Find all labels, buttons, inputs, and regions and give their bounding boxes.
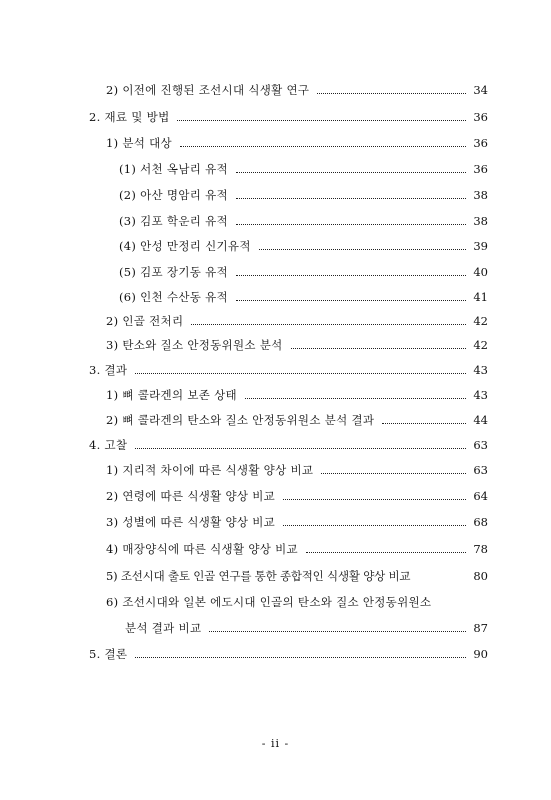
toc-entry	[106, 563, 488, 583]
dot-leader	[306, 552, 466, 553]
toc-entry-page: 63	[473, 463, 488, 477]
toc-entry-page: 42	[473, 314, 488, 328]
toc-entry-label: 3. 결과	[89, 363, 128, 377]
dot-leader	[291, 348, 466, 349]
toc-entry	[89, 104, 488, 124]
toc-entry-page: 90	[473, 647, 488, 661]
toc-entry	[89, 432, 488, 452]
toc-entry-label: 2) 연령에 따른 식생활 양상 비교	[106, 489, 276, 503]
toc-entry-page: 41	[473, 290, 488, 304]
toc-entry-label: (4) 안성 만정리 신기유적	[119, 239, 251, 253]
dot-leader	[236, 300, 466, 301]
toc-entry	[119, 233, 488, 253]
toc-entry-label: (3) 김포 학운리 유적	[119, 214, 228, 228]
dot-leader	[191, 324, 466, 325]
toc-entry-label: 2) 이전에 진행된 조선시대 식생활 연구	[106, 83, 310, 97]
toc-entry-label: (6) 인천 수산동 유적	[119, 290, 228, 304]
toc-entry-label: 5) 조선시대 출토 인골 연구를 통한 종합적인 식생활 양상 비교	[106, 569, 411, 583]
toc-entry-label: 5. 결론	[89, 647, 128, 661]
toc-entry-label: 1) 지리적 차이에 따른 식생활 양상 비교	[106, 463, 314, 477]
dot-leader	[317, 93, 466, 94]
toc-entry	[119, 259, 488, 279]
toc-entry	[106, 382, 488, 402]
dot-leader	[135, 448, 466, 449]
toc-entry-label: 6) 조선시대와 일본 에도시대 인골의 탄소와 질소 안정동위원소	[106, 595, 432, 609]
toc-entry	[125, 615, 488, 635]
toc-entry	[119, 208, 488, 228]
toc-entry-label: 2) 뼈 콜라겐의 탄소와 질소 안정동위원소 분석 결과	[106, 413, 375, 427]
toc-entry-label: 1) 뼈 콜라겐의 보존 상태	[106, 388, 237, 402]
toc-entry-page: 40	[473, 265, 488, 279]
dot-leader	[236, 275, 466, 276]
toc-entry-label: 2) 인골 전처리	[106, 314, 184, 328]
dot-leader	[321, 473, 466, 474]
toc-entry	[106, 308, 488, 328]
toc-entry-page: 68	[473, 515, 488, 529]
toc-entry	[106, 457, 488, 477]
toc-entry	[106, 332, 488, 352]
dot-leader	[259, 249, 466, 250]
toc-entry-label: 3) 탄소와 질소 안정동위원소 분석	[106, 338, 283, 352]
dot-leader	[283, 499, 466, 500]
toc-entry-label: 분석 결과 비교	[125, 621, 202, 635]
toc-entry	[106, 483, 488, 503]
dot-leader	[236, 224, 466, 225]
toc-entry	[119, 182, 488, 202]
toc-entry-page: 44	[473, 413, 488, 427]
toc-entry-label: 4) 매장양식에 따른 식생활 양상 비교	[106, 542, 298, 556]
toc-entry-page: 36	[473, 136, 488, 150]
toc-entry-page: 42	[473, 338, 488, 352]
toc-entry-page: 34	[473, 83, 488, 97]
toc-entry	[106, 407, 488, 427]
dot-leader	[135, 657, 466, 658]
dot-leader	[236, 198, 466, 199]
toc-entry-page: 80	[473, 569, 488, 583]
dot-leader	[209, 631, 466, 632]
dot-leader	[135, 373, 466, 374]
dot-leader	[236, 172, 466, 173]
dot-leader	[245, 398, 466, 399]
toc-entry-page: 39	[473, 239, 488, 253]
toc-entry-label: (2) 아산 명암리 유적	[119, 188, 228, 202]
toc-entry	[89, 641, 488, 661]
toc-entry-label: 1) 분석 대상	[106, 136, 172, 150]
dot-leader	[283, 525, 466, 526]
toc-entry-page: 38	[473, 188, 488, 202]
toc-entry-page: 64	[473, 489, 488, 503]
toc-entry-label: 2. 재료 및 방법	[89, 110, 170, 124]
toc-entry-label: 4. 고찰	[89, 438, 128, 452]
toc-entry-page: 43	[473, 363, 488, 377]
toc-entry-page: 78	[473, 542, 488, 556]
toc-entry-page: 87	[473, 621, 488, 635]
toc-entry-page: 38	[473, 214, 488, 228]
toc-entry-page: 36	[473, 110, 488, 124]
toc-entry	[106, 77, 488, 97]
toc-entry-page: 63	[473, 438, 488, 452]
dot-leader	[382, 423, 466, 424]
toc-entry-label: (5) 김포 장기동 유적	[119, 265, 228, 279]
toc-entry	[89, 357, 488, 377]
toc-entry	[106, 509, 488, 529]
page-number: - ii -	[261, 737, 290, 750]
toc-entry	[106, 130, 488, 150]
toc-entry-page: 36	[473, 162, 488, 176]
dot-leader	[180, 146, 466, 147]
toc-entry	[106, 536, 488, 556]
toc-entry-label: (1) 서천 옥남리 유적	[119, 162, 228, 176]
toc-entry-page: 43	[473, 388, 488, 402]
toc-entry	[119, 284, 488, 304]
toc-entry	[119, 156, 488, 176]
dot-leader	[177, 120, 466, 121]
toc-entry-label: 3) 성별에 따른 식생활 양상 비교	[106, 515, 276, 529]
